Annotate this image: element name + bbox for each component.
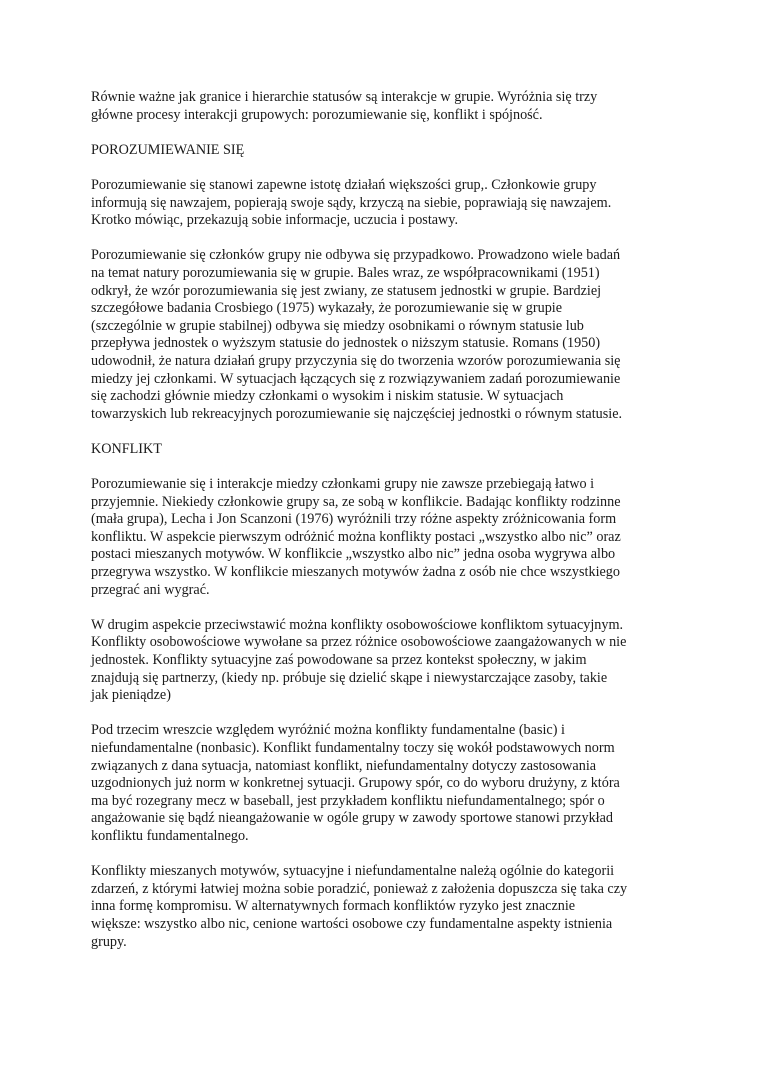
document-page [91,89,681,969]
paragraph: W drugim aspekcie przeciwstawić można konflikty osobowościowe konfliktom sytuacyjnym. Konflikty osobowościowe wywołane sa przez różnice osobowościowe zaangażowanych w nie jednostek. Konflikty sytuacyjne zaś powodowane sa przez kontekst społeczny, w jakim znajdują się partnerzy, (kiedy np. próbuje się dzielić skąpe i niewystarczające zasoby, takie jak pieniądze) [91,616,627,704]
paragraph: Konflikty mieszanych motywów, sytuacyjne i niefundamentalne należą ogólnie do kategorii zdarzeń, z którymi łatwiej można sobie poradzić, ponieważ z założenia dopuszcza się taka czy inna formę kompromisu. W alternatywnych formach konfliktów ryzyko jest znacznie większe: wszystko albo nic, cenione wartości osobowe czy fundamentalne aspekty istnienia grupy. [91,863,628,950]
section-heading-konflikt: KONFLIKT [91,440,162,457]
paragraph: Porozumiewanie się i interakcje miedzy członkami grupy nie zawsze przebiegają łatwo i przyjemnie. Niekiedy członkowie grupy sa, ze sobą w konflikcie. Badając konflikty rodzinne (mała grupa), Lecha i Jon Scanzoni (1976) wyróżnili trzy różne aspekty zróżnicowania form konfliktu. W aspekcie pierwszym odróżnić można konflikty postaci „wszystko albo nic” oraz postaci mieszanych motywów. W konflikcie „wszystko albo nic” jedna osoba wygrywa albo przegrywa wszystko. W konflikcie mieszanych motywów żadna z osób nie chce wszystkiego przegrać ani wygrać. [91,476,621,598]
section-heading-porozumiewanie: POROZUMIEWANIE SIĘ [91,141,245,158]
intro-paragraph: Równie ważne jak granice i hierarchie statusów są interakcje w grupie. Wyróżnia się trzy główne procesy interakcji grupowych: porozumiewanie się, konflikt i spójność. [91,89,598,123]
paragraph: Porozumiewanie się stanowi zapewne istotę działań większości grup,. Członkowie grupy informują się nawzajem, popierają swoje sądy, krzyczą na siebie, poprawiają się nawzajem. Krotko mówiąc, przekazują sobie informacje, uczucia i postawy. [91,176,612,229]
paragraph: Pod trzecim wreszcie względem wyróżnić można konflikty fundamentalne (basic) i niefundamentalne (nonbasic). Konflikt fundamentalny toczy się wokół podstawowych norm związanych z dana sytuacja, natomiast konflikt, niefundamentalny dotyczy zastosowania uzgodnionych już norm w konkretnej sytuacji. Grupowy spór, co do wyboru drużyny, z która ma być rozegrany mecz w baseball, jest przykładem konfliktu niefundamentalnego; spór o angażowanie się bądź nieangażowanie w ogóle grupy w zawody sportowe stanowi przykład konfliktu fundamentalnego. [91,722,620,844]
paragraph: Porozumiewanie się członków grupy nie odbywa się przypadkowo. Prowadzono wiele badań na temat natury porozumiewania się w grupie. Bales wraz, ze współpracownikami (1951) odkrył, że wzór porozumiewania się jest zwiany, ze statusem jednostki w grupie. Bardziej szczegółowe badania Crosbiego (1975) wykazały, że porozumiewanie się w grupie (szczególnie w grupie stabilnej) odbywa się miedzy osobnikami o równym statusie lub przepływa jednostek o wyższym statusie do jednostek o niższym statusie. Romans (1950) udowodnił, że natura działań grupy przyczynia się do tworzenia wzorów porozumiewania się miedzy jej członkami. W sytuacjach łączących się z rozwiązywaniem zadań porozumiewanie się zachodzi głównie miedzy członkami o wysokim i niskim statusie. W sytuacjach towarzyskich lub rekreacyjnych porozumiewanie się najczęściej jednostki o równym statusie. [91,247,623,422]
